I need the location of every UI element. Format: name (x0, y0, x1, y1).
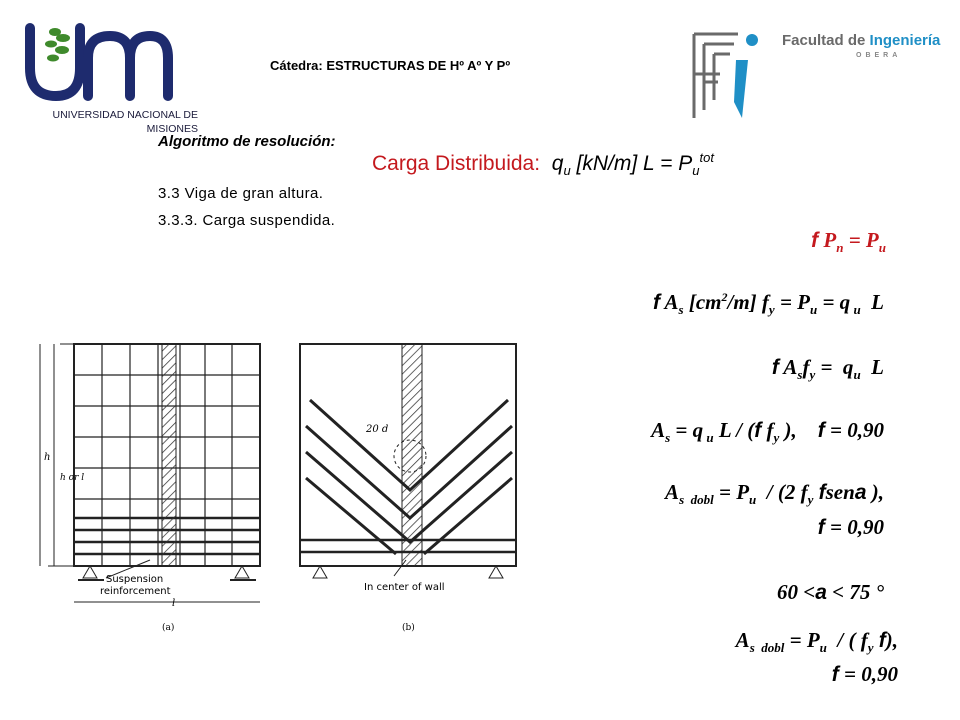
figure-b (300, 344, 516, 578)
faculty-name (782, 32, 940, 49)
equation-phi-pn: f $P_n = P_u$ (811, 228, 886, 256)
catedra-title: Cátedra: ESTRUCTURAS DE Hº Aº Y Pº (270, 58, 511, 73)
equation-phi-1: f = 0,90 (817, 515, 884, 539)
equation-as-fy-pu: f $A_s$ $[cm^2/m] f_y = P_u = q$ $_u$ L (653, 290, 884, 318)
carga-formula: $q_u$ [kN/m] $L = P_u^{tot}$ (551, 150, 714, 179)
university-name: UNIVERSIDAD NACIONAL DE MISIONES (52, 109, 198, 135)
deep-beam-reinforcement-figure (30, 330, 540, 650)
equation-as-fy-qu: f $A_sf_y = q_u$ L (771, 355, 884, 383)
label-l: l (172, 598, 176, 609)
equation-phi-2: f = 0,90 (831, 662, 898, 686)
section-heading-3-3-3: 3.3.3. Carga suspendida. (158, 212, 336, 229)
section-heading-3-3: 3.3 Viga de gran altura. (158, 185, 324, 202)
equation-as-dobl: $A_{s dobl} = P_u$ / ( $f_y$ f), (735, 628, 898, 656)
label-h-or-l: h or l (60, 473, 85, 483)
fi-logo (690, 30, 760, 122)
faculty-prefix: Facultad de (782, 32, 870, 49)
carga-label: Carga Distribuida: (372, 152, 541, 175)
campus-name: OBERA (856, 52, 902, 59)
faculty-name-highlight: Ingeniería (869, 32, 941, 49)
label-suspension: Suspension (106, 574, 164, 585)
equation-angle-range: 60 <a < 75 ° (776, 580, 884, 604)
carga-distribuida-line (372, 150, 714, 178)
label-reinforcement: reinforcement (100, 586, 171, 597)
label-a: (a) (162, 623, 175, 633)
label-20db: 20 d (366, 424, 389, 435)
equation-as: $A_s = q$ $_u$ L / (f $f_y$ ), f = 0,90 (651, 418, 884, 446)
equation-as-dobl-sen: $A_{s dobl} = P_u / (2$ $f_y$ fsena ), (665, 480, 884, 508)
label-h: h (44, 452, 51, 463)
label-center-of-wall: In center of wall (364, 582, 445, 593)
unam-logo (18, 18, 178, 108)
label-b: (b) (402, 623, 415, 633)
algorithm-heading: Algoritmo de resolución: (158, 133, 336, 150)
